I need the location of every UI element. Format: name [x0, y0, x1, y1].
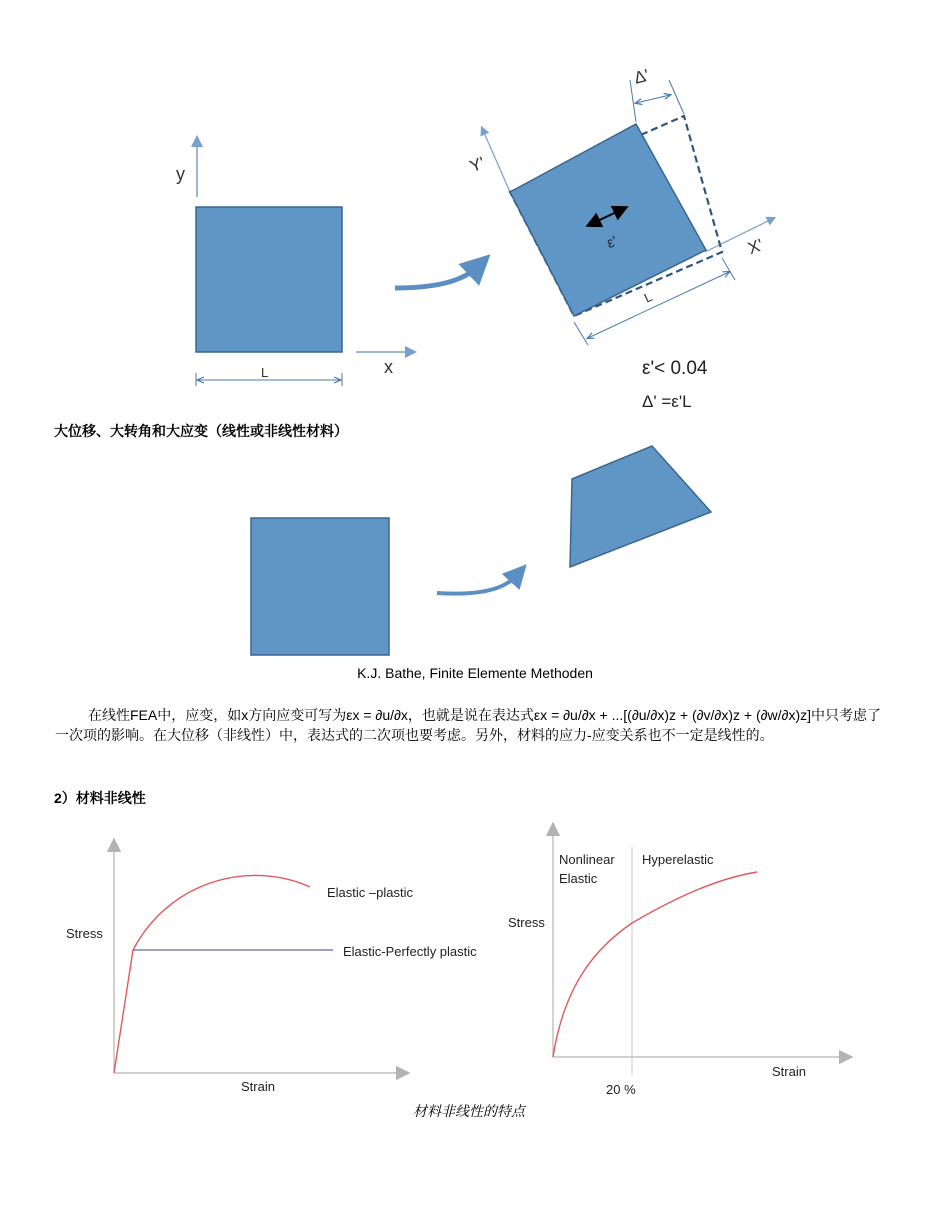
chart1-legend-perfectly-plastic: Elastic-Perfectly plastic	[343, 944, 477, 959]
original-square-2	[251, 518, 389, 655]
chart1-legend-elastic-plastic: Elastic –plastic	[327, 885, 413, 900]
label-y: y	[176, 164, 185, 184]
label-strain: ε'	[604, 232, 620, 253]
transform-arrow-2	[437, 576, 516, 594]
chart2-region-right: Hyperelastic	[642, 852, 714, 867]
label-delta: Δ'	[631, 65, 651, 88]
chart1-series-elastic-plastic	[133, 875, 310, 950]
stress-strain-charts	[0, 815, 950, 1105]
section-heading-large-displacement: 大位移、大转角和大应变（线性或非线性材料）	[54, 423, 348, 439]
chart1-elastic-line	[114, 950, 133, 1073]
transform-arrow	[395, 268, 476, 288]
body-paragraph: 在线性FEA中，应变，如x方向应变可写为εx = ∂u/∂x，也就是说在表达式εx = ∂u/∂x + ...[(∂u/∂x)z + (∂v/∂x)z + (∂w/∂x)z]中只考虑了一次项的影响。在大位移（非线性）中，表达式的二次项也要考虑。另外，材料的应力-应变关系也不一定是线性的。	[55, 707, 882, 743]
section-heading-material-nonlinearity: 2）材料非线性	[54, 790, 146, 806]
figure-small-strain	[0, 0, 950, 420]
chart2-ylabel: Stress	[508, 915, 545, 930]
figure-caption-bathe: K.J. Bathe, Finite Elemente Methoden	[357, 665, 593, 681]
chart2-x-marker: 20 %	[606, 1082, 636, 1097]
label-x: x	[384, 357, 393, 377]
chart2-series-nonlinear	[553, 872, 757, 1057]
x-prime-axis	[705, 218, 774, 252]
chart1-ylabel: Stress	[66, 926, 103, 941]
chart1-xlabel: Strain	[241, 1079, 275, 1094]
dim-delta	[636, 95, 670, 103]
deformed-shape	[570, 446, 711, 567]
chart2-region-left-line2: Elastic	[559, 871, 598, 886]
chart2-region-left-line1: Nonlinear	[559, 852, 615, 867]
figure-large-strain	[0, 440, 950, 662]
label-L-rotated: L	[641, 288, 655, 306]
eq-delta: Δ' =ε'L	[642, 392, 692, 411]
label-x-prime: X'	[745, 235, 766, 259]
eq-strain-limit: ε'< 0.04	[642, 358, 708, 379]
y-prime-axis	[482, 128, 510, 192]
label-L: L	[261, 365, 269, 380]
chart2-xlabel: Strain	[772, 1064, 806, 1079]
label-y-prime: Y'	[467, 153, 488, 177]
original-square	[196, 207, 342, 352]
figure-caption-material: 材料非线性的特点	[413, 1104, 525, 1120]
rotated-square	[510, 124, 706, 316]
